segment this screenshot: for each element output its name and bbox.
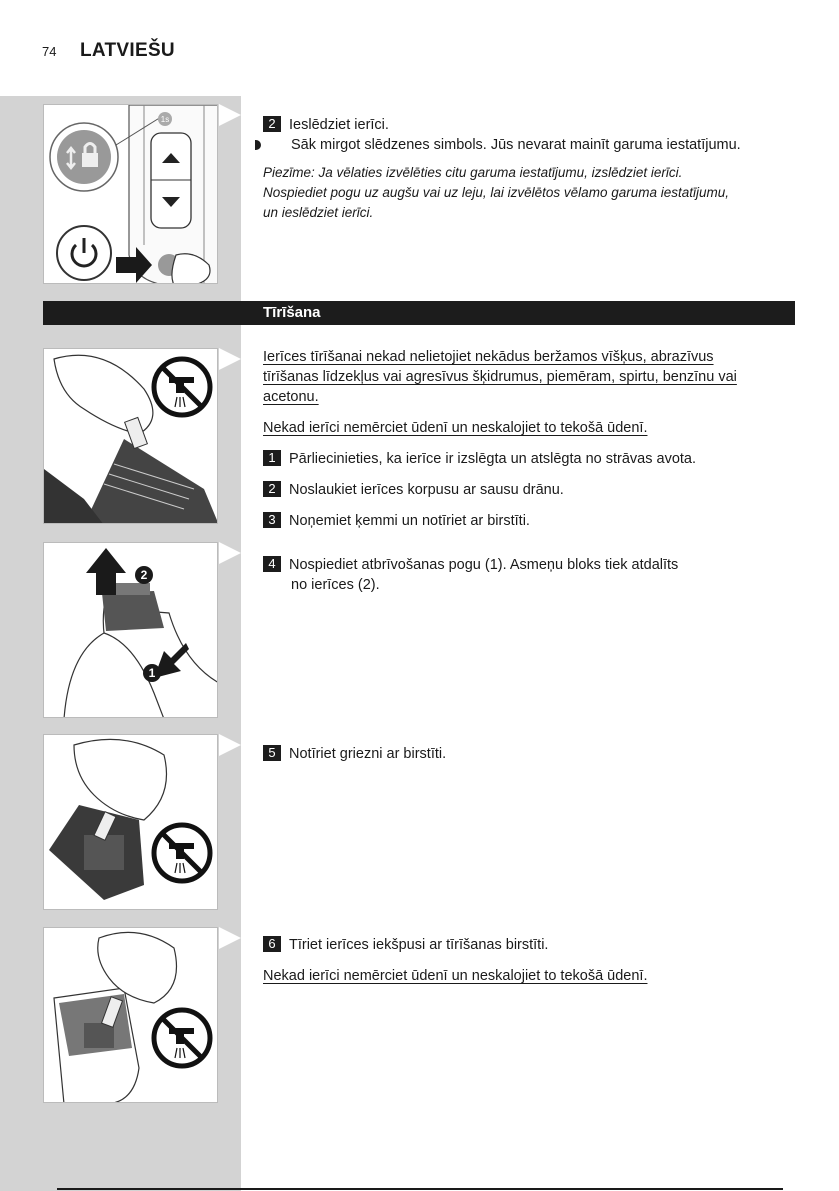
warning-water: Nekad ierīci nemērciet ūdenī un neskalojiet to tekošā ūdenī. <box>263 968 648 984</box>
step-5 <box>263 744 793 764</box>
step-number: 3 <box>263 512 281 528</box>
figure-release-cutter <box>43 542 218 718</box>
step-number: 4 <box>263 556 281 572</box>
cleaning-block <box>263 347 793 531</box>
page-language-title: LATVIEŠU <box>80 40 175 61</box>
note-line-3: un ieslēdziet ierīci. <box>263 205 374 220</box>
svg-text:1s: 1s <box>160 115 170 124</box>
warning-line-1: Ierīces tīrīšanai nekad nelietojiet nekādus beržamos vīšķus, abrazīvus <box>263 349 714 365</box>
step-text: Ieslēdziet ierīci. <box>289 117 389 133</box>
section-bar <box>43 301 795 325</box>
step-4 <box>263 555 793 595</box>
svg-text:1: 1 <box>148 666 156 680</box>
bullet-icon <box>255 140 261 150</box>
figure-notch <box>219 542 241 564</box>
step-text: Tīriet ierīces iekšpusi ar tīrīšanas birstīti. <box>289 937 549 953</box>
warning-line-2: tīrīšanas līdzekļus vai agresīvus šķidrumus, piemēram, spirtu, benzīnu vai <box>263 369 737 385</box>
note-line-2: Nospiediet pogu uz augšu vai uz leju, lai izvēlētos vēlamo garuma iestatījumu, <box>263 185 730 200</box>
svg-text:2: 2 <box>140 568 148 582</box>
bullet-text: Sāk mirgot slēdzenes simbols. Jūs nevarat mainīt garuma iestatījumu. <box>291 137 741 153</box>
warning-water: Nekad ierīci nemērciet ūdenī un neskalojiet to tekošā ūdenī. <box>263 420 648 436</box>
step-text: Notīriet griezni ar birstīti. <box>289 746 447 762</box>
warning-line-3: acetonu. <box>263 389 319 405</box>
footer-line <box>57 1188 783 1190</box>
figure-power-on <box>43 104 218 284</box>
intro-step <box>263 115 793 223</box>
no-running-water-icon <box>154 359 210 415</box>
step-number: 1 <box>263 450 281 466</box>
figure-notch <box>219 348 241 370</box>
step-text: Nospiediet atbrīvošanas pogu (1). Asmeņu bloks tiek atdalīts <box>289 557 679 573</box>
figure-notch <box>219 927 241 949</box>
figure-notch <box>219 734 241 756</box>
step-number: 5 <box>263 745 281 761</box>
figure-comb-cleaning <box>43 348 218 524</box>
step-text-cont: no ierīces (2). <box>291 577 380 593</box>
step-number: 2 <box>263 116 281 132</box>
step-text: Noņemiet ķemmi un notīriet ar birstīti. <box>289 513 530 529</box>
no-running-water-icon <box>154 825 210 881</box>
figure-notch <box>219 104 241 126</box>
page-number: 74 <box>42 44 57 59</box>
figure-cutter-brushing <box>43 734 218 910</box>
section-title: Tīrīšana <box>263 304 321 321</box>
step-6 <box>263 935 793 986</box>
note-line-1: Piezīme: Ja vēlaties izvēlēties citu garuma iestatījumu, izslēdziet ierīci. <box>263 165 683 180</box>
no-running-water-icon <box>154 1010 210 1066</box>
step-text: Pārliecinieties, ka ierīce ir izslēgta un atslēgta no strāvas avota. <box>289 451 697 467</box>
power-icon <box>57 226 111 280</box>
step-number: 2 <box>263 481 281 497</box>
figure-inside-brushing <box>43 927 218 1103</box>
step-number: 6 <box>263 936 281 952</box>
step-text: Noslaukiet ierīces korpusu ar sausu drānu. <box>289 482 564 498</box>
